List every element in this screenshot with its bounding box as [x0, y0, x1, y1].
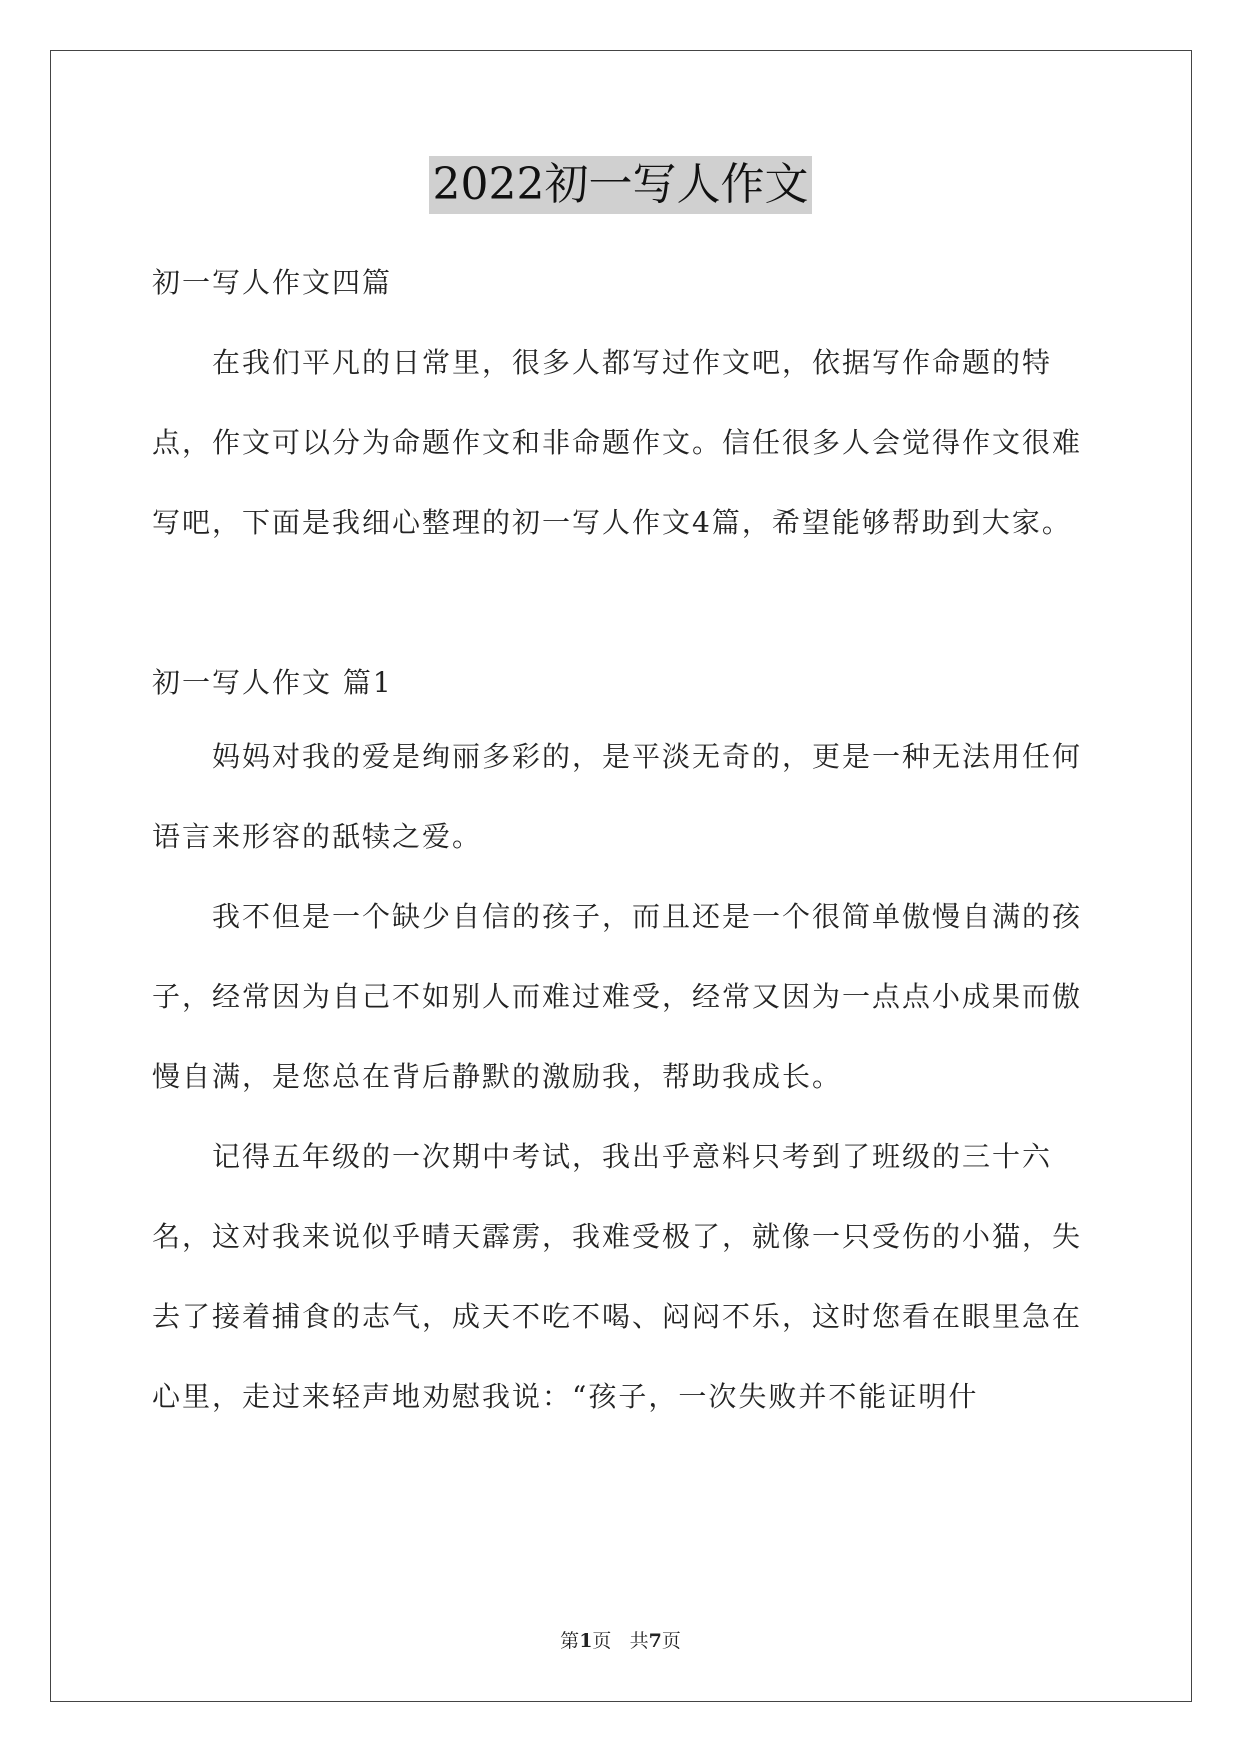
page-footer [0, 1626, 1241, 1653]
page-suffix: 页 [592, 1630, 612, 1652]
total-prefix: 共 [629, 1630, 649, 1652]
page-prefix: 第 [560, 1630, 580, 1652]
total-suffix: 页 [661, 1630, 681, 1652]
current-page-number: 1 [579, 1630, 593, 1652]
intro-paragraph: 在我们平凡的日常里，很多人都写过作文吧，依据写作命题的特点，作文可以分为命题作文和非命题作文。信任很多人会觉得作文很难写吧，下面是我细心整理的初一写人作文4篇，希望能够帮助到大家。 [152, 346, 1083, 539]
section-heading: 初一写人作文 篇1 [152, 666, 393, 699]
total-pages-number: 7 [648, 1630, 662, 1652]
body-paragraph: 妈妈对我的爱是绚丽多彩的，是平淡无奇的，更是一种无法用任何语言来形容的舐犊之爱。 [152, 740, 1083, 853]
body-paragraph: 记得五年级的一次期中考试，我出乎意料只考到了班级的三十六名，这对我来说似乎晴天霹雳，我难受极了，就像一只受伤的小猫，失去了接着捕食的志气，成天不吃不喝、闷闷不乐，这时您看在眼里急在心里，走过来轻声地劝慰我说：“孩子，一次失败并不能证明什 [152, 1140, 1083, 1413]
document-body [152, 243, 1088, 1437]
body-paragraph: 我不但是一个缺少自信的孩子，而且还是一个很简单傲慢自满的孩子，经常因为自己不如别人而难过难受，经常又因为一点点小成果而傲慢自满，是您总在背后静默的激励我，帮助我成长。 [152, 900, 1083, 1093]
document-subtitle: 初一写人作文四篇 [152, 266, 393, 299]
document-title-text: 2022初一写人作文 [429, 156, 813, 214]
document-title [0, 156, 1241, 214]
